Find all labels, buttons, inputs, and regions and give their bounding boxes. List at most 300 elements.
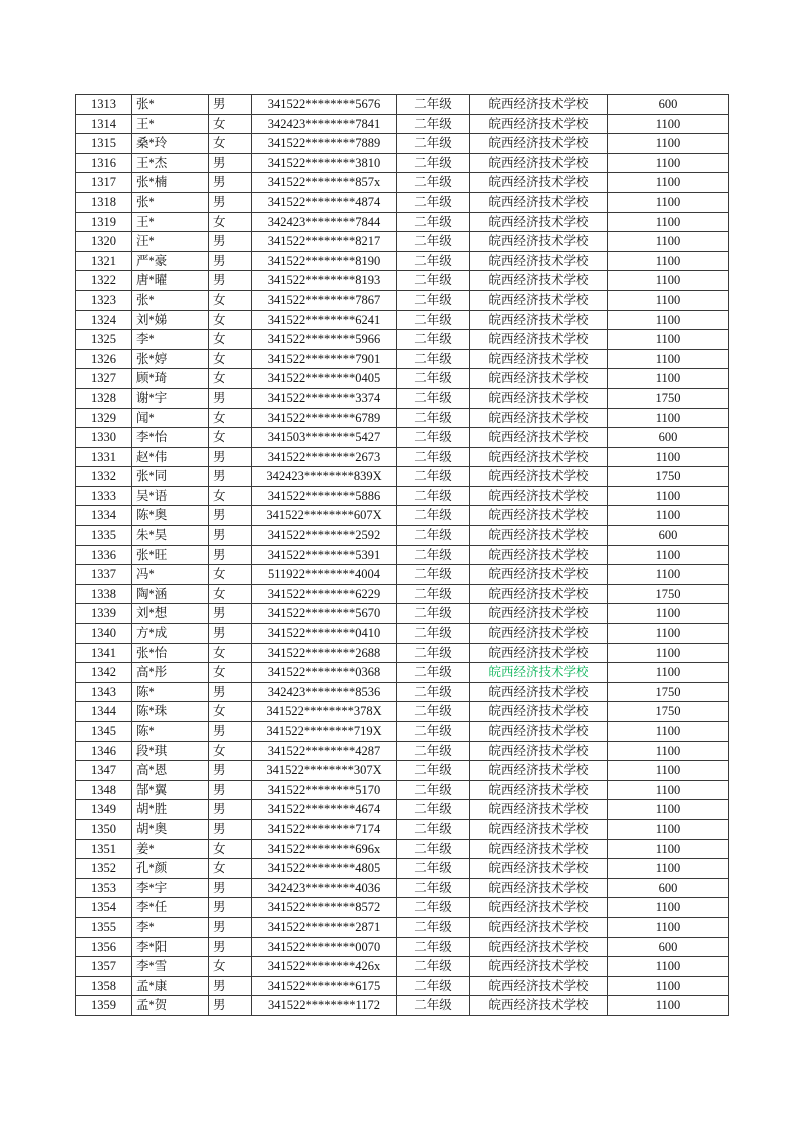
cell-gender: 男 [209,819,252,839]
cell-name: 闻* [132,408,209,428]
cell-grade: 二年级 [397,310,470,330]
cell-name: 李* [132,330,209,350]
cell-index: 1327 [76,369,132,389]
cell-id-number: 341522********307X [252,761,397,781]
cell-index: 1338 [76,584,132,604]
cell-name: 谢*宇 [132,388,209,408]
cell-grade: 二年级 [397,232,470,252]
cell-grade: 二年级 [397,957,470,977]
cell-grade: 二年级 [397,114,470,134]
cell-gender: 女 [209,702,252,722]
cell-grade: 二年级 [397,663,470,683]
cell-index: 1320 [76,232,132,252]
cell-index: 1353 [76,878,132,898]
cell-id-number: 341522********6789 [252,408,397,428]
cell-grade: 二年级 [397,153,470,173]
cell-amount: 600 [608,95,729,115]
cell-grade: 二年级 [397,388,470,408]
table-row [76,682,729,702]
table-row [76,643,729,663]
cell-amount: 1100 [608,134,729,154]
cell-name: 张*同 [132,467,209,487]
student-table-body [76,95,729,1016]
cell-amount: 1100 [608,173,729,193]
cell-grade: 二年级 [397,271,470,291]
cell-grade: 二年级 [397,565,470,585]
cell-gender: 女 [209,486,252,506]
cell-grade: 二年级 [397,192,470,212]
student-aid-table [75,94,729,1016]
cell-school: 皖西经济技术学校 [470,819,608,839]
cell-grade: 二年级 [397,917,470,937]
table-row [76,584,729,604]
table-row [76,839,729,859]
table-row [76,251,729,271]
cell-gender: 女 [209,565,252,585]
cell-name: 李*任 [132,898,209,918]
cell-id-number: 341522********426x [252,957,397,977]
cell-id-number: 341522********8572 [252,898,397,918]
cell-school: 皖西经济技术学校 [470,741,608,761]
cell-name: 孟*康 [132,976,209,996]
cell-gender: 女 [209,741,252,761]
cell-name: 刘*娣 [132,310,209,330]
cell-index: 1330 [76,428,132,448]
cell-grade: 二年级 [397,408,470,428]
cell-school: 皖西经济技术学校 [470,761,608,781]
cell-amount: 1100 [608,330,729,350]
cell-school: 皖西经济技术学校 [470,506,608,526]
cell-gender: 男 [209,506,252,526]
cell-school: 皖西经济技术学校 [470,388,608,408]
table-row [76,271,729,291]
table-row [76,917,729,937]
cell-name: 张*旺 [132,545,209,565]
table-row [76,819,729,839]
cell-name: 桑*玲 [132,134,209,154]
cell-amount: 1750 [608,682,729,702]
cell-amount: 1100 [608,349,729,369]
cell-school: 皖西经济技术学校 [470,917,608,937]
cell-index: 1321 [76,251,132,271]
cell-gender: 女 [209,330,252,350]
cell-id-number: 341522********6229 [252,584,397,604]
cell-name: 王*杰 [132,153,209,173]
cell-id-number: 341522********4674 [252,800,397,820]
cell-id-number: 341522********4874 [252,192,397,212]
cell-index: 1347 [76,761,132,781]
table-row [76,976,729,996]
student-aid-table-container [75,94,729,1016]
cell-id-number: 341522********4287 [252,741,397,761]
table-row [76,859,729,879]
cell-gender: 男 [209,173,252,193]
table-row [76,212,729,232]
cell-id-number: 341522********4805 [252,859,397,879]
cell-school: 皖西经济技术学校 [470,369,608,389]
cell-school: 皖西经济技术学校 [470,349,608,369]
cell-grade: 二年级 [397,584,470,604]
cell-grade: 二年级 [397,212,470,232]
cell-grade: 二年级 [397,369,470,389]
cell-gender: 女 [209,134,252,154]
cell-school: 皖西经济技术学校 [470,232,608,252]
cell-id-number: 341522********2673 [252,447,397,467]
table-row [76,153,729,173]
cell-index: 1355 [76,917,132,937]
cell-amount: 600 [608,937,729,957]
cell-gender: 男 [209,251,252,271]
cell-school: 皖西经济技术学校 [470,271,608,291]
cell-id-number: 341522********378X [252,702,397,722]
cell-amount: 600 [608,526,729,546]
table-row [76,624,729,644]
table-row [76,330,729,350]
cell-school: 皖西经济技术学校 [470,290,608,310]
cell-school: 皖西经济技术学校 [470,192,608,212]
cell-amount: 1100 [608,800,729,820]
cell-amount: 1100 [608,290,729,310]
cell-name: 陈*奥 [132,506,209,526]
cell-grade: 二年级 [397,290,470,310]
cell-amount: 1750 [608,388,729,408]
cell-amount: 1100 [608,996,729,1016]
cell-amount: 1750 [608,584,729,604]
cell-school: 皖西经济技术学校 [470,898,608,918]
cell-gender: 女 [209,114,252,134]
cell-gender: 女 [209,584,252,604]
table-row [76,310,729,330]
cell-id-number: 341522********5676 [252,95,397,115]
cell-gender: 男 [209,447,252,467]
cell-index: 1323 [76,290,132,310]
cell-name: 李*雪 [132,957,209,977]
cell-name: 胡*奥 [132,819,209,839]
cell-id-number: 341522********7867 [252,290,397,310]
cell-name: 高*恩 [132,761,209,781]
cell-school: 皖西经济技术学校 [470,545,608,565]
table-row [76,349,729,369]
cell-amount: 1100 [608,271,729,291]
cell-grade: 二年级 [397,95,470,115]
table-row [76,996,729,1016]
cell-amount: 1100 [608,369,729,389]
table-row [76,134,729,154]
cell-grade: 二年级 [397,251,470,271]
cell-amount: 1100 [608,153,729,173]
cell-school: 皖西经济技术学校 [470,408,608,428]
cell-gender: 男 [209,976,252,996]
cell-name: 张* [132,95,209,115]
cell-id-number: 341522********5670 [252,604,397,624]
cell-grade: 二年级 [397,330,470,350]
cell-gender: 男 [209,878,252,898]
cell-amount: 1100 [608,114,729,134]
cell-amount: 1100 [608,192,729,212]
cell-index: 1346 [76,741,132,761]
cell-name: 姜* [132,839,209,859]
cell-id-number: 342423********7844 [252,212,397,232]
cell-grade: 二年级 [397,741,470,761]
cell-amount: 1100 [608,780,729,800]
cell-index: 1348 [76,780,132,800]
cell-gender: 女 [209,310,252,330]
cell-index: 1342 [76,663,132,683]
cell-id-number: 341522********0405 [252,369,397,389]
cell-amount: 1100 [608,212,729,232]
cell-grade: 二年级 [397,624,470,644]
cell-index: 1350 [76,819,132,839]
cell-grade: 二年级 [397,682,470,702]
cell-grade: 二年级 [397,134,470,154]
cell-gender: 男 [209,153,252,173]
cell-name: 胡*胜 [132,800,209,820]
cell-amount: 600 [608,878,729,898]
cell-id-number: 341522********1172 [252,996,397,1016]
cell-gender: 男 [209,682,252,702]
cell-amount: 1100 [608,917,729,937]
table-row [76,467,729,487]
cell-index: 1351 [76,839,132,859]
cell-school: 皖西经济技术学校 [470,310,608,330]
cell-name: 李* [132,917,209,937]
cell-id-number: 341522********8193 [252,271,397,291]
cell-index: 1345 [76,722,132,742]
cell-index: 1322 [76,271,132,291]
cell-grade: 二年级 [397,506,470,526]
cell-name: 李*阳 [132,937,209,957]
cell-name: 张*婷 [132,349,209,369]
cell-gender: 男 [209,545,252,565]
cell-name: 张* [132,192,209,212]
cell-index: 1318 [76,192,132,212]
cell-grade: 二年级 [397,800,470,820]
cell-school: 皖西经济技术学校 [470,134,608,154]
cell-amount: 1100 [608,251,729,271]
cell-gender: 男 [209,722,252,742]
cell-grade: 二年级 [397,878,470,898]
cell-gender: 男 [209,917,252,937]
cell-school: 皖西经济技术学校 [470,604,608,624]
cell-id-number: 341522********7901 [252,349,397,369]
table-row [76,780,729,800]
cell-school: 皖西经济技术学校 [470,467,608,487]
cell-gender: 女 [209,859,252,879]
cell-gender: 女 [209,643,252,663]
cell-index: 1335 [76,526,132,546]
cell-amount: 1100 [608,310,729,330]
cell-id-number: 341522********5966 [252,330,397,350]
cell-id-number: 341522********0368 [252,663,397,683]
cell-index: 1315 [76,134,132,154]
cell-amount: 1750 [608,702,729,722]
cell-amount: 1100 [608,819,729,839]
table-row [76,114,729,134]
cell-name: 陈* [132,682,209,702]
cell-gender: 男 [209,898,252,918]
cell-gender: 女 [209,408,252,428]
cell-school: 皖西经济技术学校 [470,859,608,879]
cell-grade: 二年级 [397,780,470,800]
cell-index: 1325 [76,330,132,350]
cell-gender: 女 [209,212,252,232]
cell-gender: 男 [209,526,252,546]
cell-gender: 男 [209,192,252,212]
cell-grade: 二年级 [397,996,470,1016]
cell-school: 皖西经济技术学校 [470,565,608,585]
cell-name: 陈*珠 [132,702,209,722]
cell-index: 1314 [76,114,132,134]
cell-grade: 二年级 [397,702,470,722]
table-row [76,545,729,565]
cell-grade: 二年级 [397,526,470,546]
cell-id-number: 341522********7174 [252,819,397,839]
cell-gender: 男 [209,232,252,252]
cell-name: 高*彤 [132,663,209,683]
table-row [76,486,729,506]
cell-school: 皖西经济技术学校 [470,643,608,663]
table-row [76,663,729,683]
cell-gender: 女 [209,663,252,683]
cell-index: 1326 [76,349,132,369]
cell-school: 皖西经济技术学校 [470,937,608,957]
cell-gender: 男 [209,467,252,487]
cell-index: 1316 [76,153,132,173]
cell-id-number: 342423********4036 [252,878,397,898]
cell-name: 孟*贺 [132,996,209,1016]
cell-amount: 1100 [608,408,729,428]
cell-amount: 1100 [608,957,729,977]
table-row [76,937,729,957]
table-row [76,95,729,115]
cell-id-number: 341522********8217 [252,232,397,252]
cell-amount: 1100 [608,565,729,585]
cell-grade: 二年级 [397,937,470,957]
cell-amount: 1100 [608,976,729,996]
cell-name: 方*成 [132,624,209,644]
cell-name: 陈* [132,722,209,742]
cell-school: 皖西经济技术学校 [470,839,608,859]
cell-grade: 二年级 [397,819,470,839]
cell-name: 唐*曜 [132,271,209,291]
cell-name: 王* [132,114,209,134]
cell-index: 1336 [76,545,132,565]
cell-school: 皖西经济技术学校 [470,153,608,173]
cell-id-number: 341522********2592 [252,526,397,546]
cell-school: 皖西经济技术学校 [470,114,608,134]
cell-name: 张*怡 [132,643,209,663]
cell-amount: 1100 [608,859,729,879]
cell-gender: 女 [209,839,252,859]
cell-school: 皖西经济技术学校 [470,957,608,977]
cell-id-number: 342423********839X [252,467,397,487]
cell-amount: 1100 [608,761,729,781]
table-row [76,369,729,389]
cell-index: 1356 [76,937,132,957]
cell-gender: 男 [209,95,252,115]
cell-school: 皖西经济技术学校 [470,428,608,448]
cell-name: 王* [132,212,209,232]
table-row [76,741,729,761]
cell-gender: 男 [209,800,252,820]
cell-school: 皖西经济技术学校 [470,624,608,644]
cell-grade: 二年级 [397,486,470,506]
cell-amount: 600 [608,428,729,448]
cell-school: 皖西经济技术学校 [470,330,608,350]
cell-id-number: 341522********8190 [252,251,397,271]
cell-school: 皖西经济技术学校 [470,95,608,115]
table-row [76,604,729,624]
cell-school: 皖西经济技术学校 [470,526,608,546]
table-row [76,722,729,742]
cell-index: 1317 [76,173,132,193]
cell-amount: 1100 [608,447,729,467]
cell-id-number: 341522********5170 [252,780,397,800]
cell-id-number: 341522********0070 [252,937,397,957]
cell-gender: 男 [209,271,252,291]
cell-amount: 1100 [608,486,729,506]
cell-name: 李*宇 [132,878,209,898]
table-row [76,447,729,467]
table-row [76,173,729,193]
cell-index: 1341 [76,643,132,663]
cell-index: 1344 [76,702,132,722]
cell-id-number: 341522********6175 [252,976,397,996]
cell-id-number: 341522********5391 [252,545,397,565]
cell-name: 刘*想 [132,604,209,624]
cell-index: 1313 [76,95,132,115]
cell-index: 1349 [76,800,132,820]
cell-id-number: 511922********4004 [252,565,397,585]
table-row [76,565,729,585]
table-row [76,290,729,310]
cell-index: 1332 [76,467,132,487]
cell-name: 严*豪 [132,251,209,271]
cell-index: 1333 [76,486,132,506]
cell-id-number: 341522********6241 [252,310,397,330]
cell-id-number: 341522********5886 [252,486,397,506]
cell-id-number: 341503********5427 [252,428,397,448]
table-row [76,702,729,722]
cell-index: 1328 [76,388,132,408]
cell-gender: 男 [209,937,252,957]
cell-gender: 男 [209,388,252,408]
table-row [76,408,729,428]
cell-name: 赵*伟 [132,447,209,467]
cell-name: 朱*昊 [132,526,209,546]
cell-amount: 1100 [608,545,729,565]
cell-amount: 1100 [608,506,729,526]
cell-amount: 1750 [608,467,729,487]
cell-index: 1324 [76,310,132,330]
table-row [76,898,729,918]
cell-id-number: 341522********719X [252,722,397,742]
cell-school: 皖西经济技术学校 [470,584,608,604]
cell-school: 皖西经济技术学校 [470,800,608,820]
cell-school: 皖西经济技术学校 [470,447,608,467]
cell-gender: 男 [209,761,252,781]
cell-school: 皖西经济技术学校 [470,663,608,683]
cell-name: 陶*涵 [132,584,209,604]
cell-name: 郜*翼 [132,780,209,800]
cell-school: 皖西经济技术学校 [470,702,608,722]
cell-index: 1343 [76,682,132,702]
table-row [76,526,729,546]
cell-gender: 男 [209,996,252,1016]
table-row [76,506,729,526]
cell-amount: 1100 [608,643,729,663]
cell-name: 汪* [132,232,209,252]
